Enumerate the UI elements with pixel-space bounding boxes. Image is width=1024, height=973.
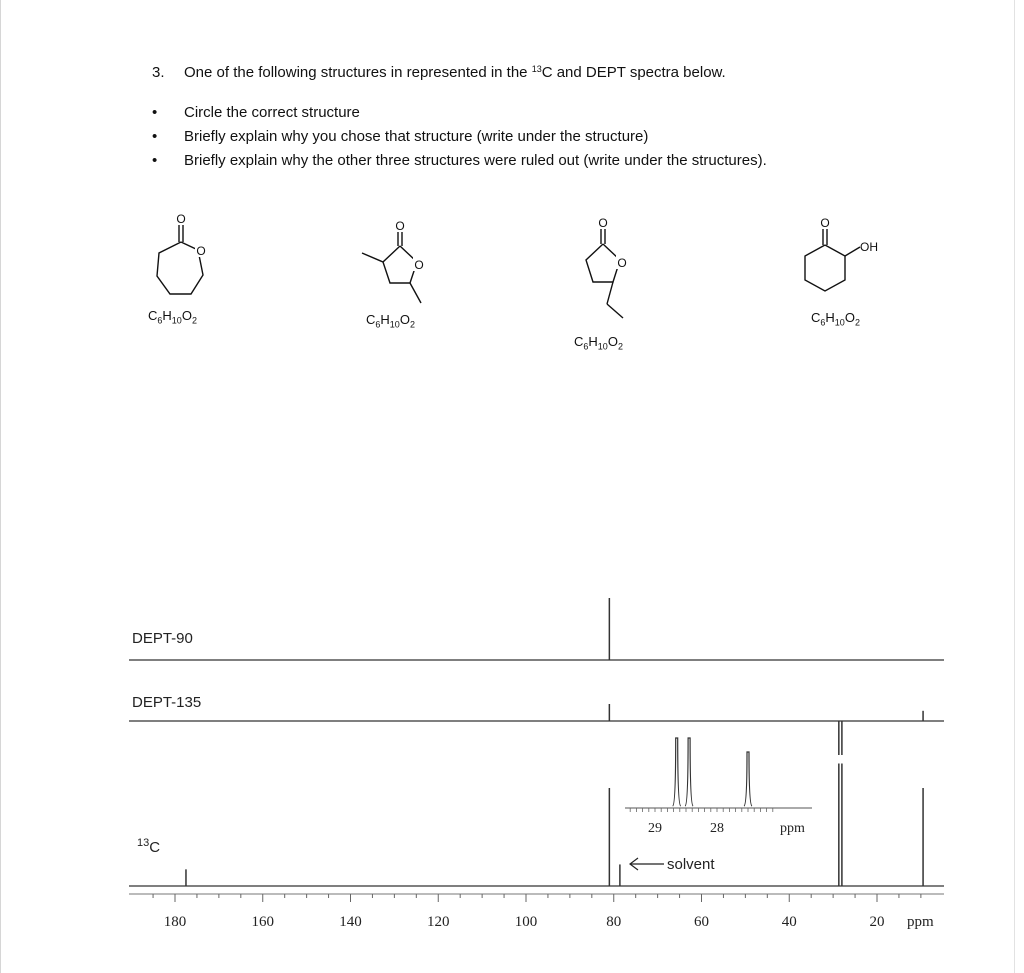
- axis-tick-label: 140: [339, 914, 362, 930]
- dept90-label: DEPT-90: [132, 630, 193, 647]
- structure-4-hydroxycyclohexanone: [805, 216, 878, 291]
- axis-tick-label: 60: [694, 914, 709, 930]
- axis-unit-label: ppm: [907, 914, 934, 930]
- question-text-after: C and DEPT spectra below.: [541, 64, 726, 81]
- axis-tick-label: 40: [781, 914, 797, 930]
- carbonyl-oxygen: O: [176, 212, 186, 226]
- axis-tick-label: 180: [163, 914, 187, 930]
- c13-label: $^{13}$C: [137, 837, 161, 856]
- carbonyl-oxygen: O: [598, 216, 608, 230]
- ring-oxygen: O: [196, 244, 206, 258]
- inset-unit-label: ppm: [780, 821, 805, 836]
- bullet-dot: •: [152, 104, 158, 121]
- inset-peak: [744, 752, 752, 806]
- inset-tick-label: 29: [648, 821, 662, 836]
- bullet-dot: •: [152, 152, 158, 169]
- solvent-annotation: [630, 856, 715, 873]
- structure-3-ethyl-lactone: [586, 216, 628, 318]
- dept135-label: DEPT-135: [132, 694, 202, 711]
- inset-tick-label: 28: [710, 821, 724, 836]
- structure-3-formula: $C_6H_{10}O_2$: [574, 334, 623, 352]
- bullet-text: Briefly explain why the other three structures were ruled out (write under the structures).: [184, 152, 767, 169]
- axis-tick-label: 100: [514, 914, 538, 930]
- axis-tick-label: 80: [606, 914, 622, 930]
- inset-spectrum: [625, 738, 812, 836]
- ring-oxygen: O: [617, 256, 627, 270]
- inset-peak: [673, 738, 681, 806]
- bullet-text: Briefly explain why you chose that structure (write under the structure): [184, 128, 649, 145]
- axis-tick-label: 120: [427, 914, 450, 930]
- structure-2-formula: $C_6H_{10}O_2$: [366, 312, 415, 330]
- structure-1-caprolactone: [157, 212, 207, 294]
- structure-1-formula: $C_6H_{10}O_2$: [148, 308, 197, 326]
- inset-peak: [685, 738, 693, 806]
- carbonyl-oxygen: O: [395, 219, 405, 233]
- ppm-axis: [153, 894, 934, 930]
- question-text-before: One of the following structures in represented in the: [184, 64, 532, 81]
- solvent-label: solvent: [667, 856, 715, 873]
- axis-tick-label: 160: [251, 914, 274, 930]
- question-superscript: 13: [531, 64, 542, 74]
- spectrum-peaks: [186, 598, 923, 886]
- structure-4-formula: $C_6H_{10}O_2$: [811, 310, 860, 328]
- carbonyl-oxygen: O: [820, 216, 830, 230]
- structure-2-dimethyl-lactone: [362, 219, 425, 303]
- bullet-text: Circle the correct structure: [184, 104, 360, 121]
- question-number: 3.: [152, 64, 165, 81]
- bullet-dot: •: [152, 128, 158, 145]
- axis-tick-label: 20: [869, 914, 885, 930]
- ring-oxygen: O: [414, 258, 424, 272]
- hydroxyl-group: OH: [860, 240, 878, 254]
